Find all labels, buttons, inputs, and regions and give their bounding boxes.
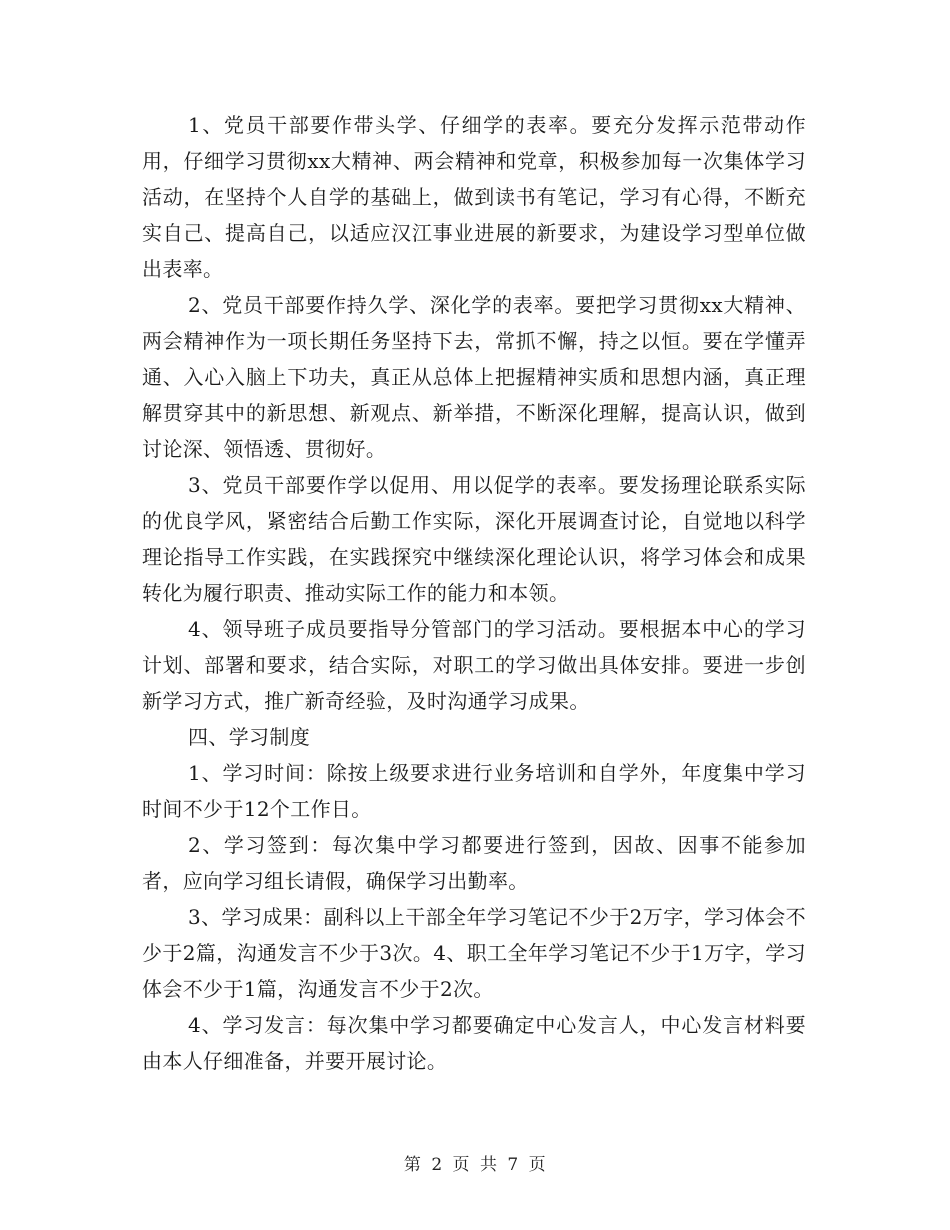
paragraph-2: 2、党员干部要作持久学、深化学的表率。要把学习贯彻xx大精神、两会精神作为一项长期任务坚持下去，常抓不懈，持之以恒。要在学懂弄通、入心入脑上下功夫，真正从总体上把握精神实质和思想内涵，真正理解贯穿其中的新思想、新观点、新举措，不断深化理解，提高认识，做到讨论深、领悟透、贯彻好。 <box>142 293 806 461</box>
paragraph-4: 4、领导班子成员要指导分管部门的学习活动。要根据本中心的学习计划、部署和要求，结合实际，对职工的学习做出具体安排。要进一步创新学习方式，推广新奇经验，及时沟通学习成果。 <box>142 617 806 713</box>
section-heading: 四、学习制度 <box>188 725 311 749</box>
paragraph-study-signin: 2、学习签到：每次集中学习都要进行签到，因故、因事不能参加者，应向学习组长请假，确保学习出勤率。 <box>142 833 806 893</box>
paragraph-study-speech: 4、学习发言：每次集中学习都要确定中心发言人，中心发言材料要由本人仔细准备，并要开展讨论。 <box>142 1013 806 1073</box>
paragraph-study-time: 1、学习时间：除按上级要求进行业务培训和自学外，年度集中学习时间不少于12个工作日。 <box>142 761 806 821</box>
paragraph-3: 3、党员干部要作学以促用、用以促学的表率。要发扬理论联系实际的优良学风，紧密结合后勤工作实际，深化开展调查讨论，自觉地以科学理论指导工作实践，在实践探究中继续深化理论认识，将学习体会和成果转化为履行职责、推动实际工作的能力和本领。 <box>142 473 806 605</box>
paragraph-study-results: 3、学习成果：副科以上干部全年学习笔记不少于2万字，学习体会不少于2篇，沟通发言不少于3次。4、职工全年学习笔记不少于1万字，学习体会不少于1篇，沟通发言不少于2次。 <box>142 905 806 1001</box>
paragraph-1: 1、党员干部要作带头学、仔细学的表率。要充分发挥示范带动作用，仔细学习贯彻xx大精神、两会精神和党章，积极参加每一次集体学习活动，在坚持个人自学的基础上，做到读书有笔记，学习有心得，不断充实自己、提高自己，以适应汉江事业进展的新要求，为建设学习型单位做出表率。 <box>142 113 806 281</box>
document-body <box>142 107 806 1079</box>
page-footer: 第 2 页 共 7 页 <box>403 1155 547 1175</box>
